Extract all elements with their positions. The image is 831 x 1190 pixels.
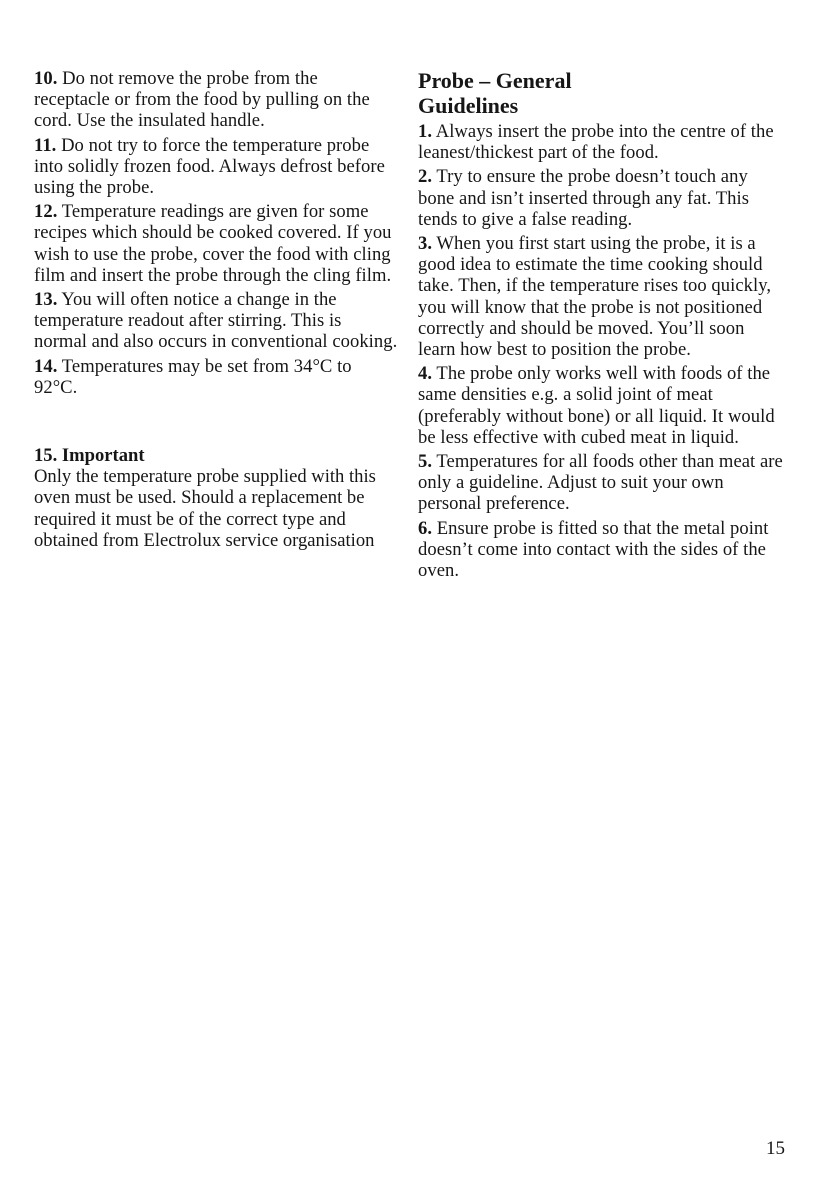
important-number: 15. bbox=[34, 445, 58, 467]
section-heading bbox=[418, 68, 786, 118]
important-heading bbox=[34, 445, 398, 466]
heading-line-1: Probe – General bbox=[418, 68, 572, 93]
item-number: 11. bbox=[34, 134, 57, 156]
item-number: 12. bbox=[34, 201, 58, 223]
important-title: Important bbox=[61, 445, 145, 467]
item-number: 10. bbox=[34, 68, 58, 89]
item-text: Temperatures for all foods other than meat are only a guideline. Adjust to suit your own personal preference. bbox=[418, 451, 783, 515]
item-text: You will often notice a change in the temperature readout after stirring. This is normal and also occurs in conventional cooking. bbox=[34, 289, 398, 353]
list-item-1 bbox=[418, 121, 786, 163]
list-item-14 bbox=[34, 356, 398, 398]
list-item-6 bbox=[418, 518, 786, 582]
item-text: The probe only works well with foods of the same densities e.g. a solid joint of meat (preferably without bone) or all liquid. It would be less effective with cubed meat in liquid. bbox=[418, 363, 775, 448]
section-gap bbox=[34, 401, 398, 445]
list-item-13 bbox=[34, 289, 398, 353]
heading-line-2: Guidelines bbox=[418, 93, 519, 118]
item-number: 14. bbox=[34, 355, 58, 377]
list-item-12 bbox=[34, 201, 398, 286]
item-number: 6. bbox=[418, 517, 433, 539]
item-text: Ensure probe is fitted so that the metal point doesn’t come into contact with the sides of the oven. bbox=[418, 517, 769, 582]
list-item-10 bbox=[34, 68, 398, 132]
item-number: 4. bbox=[418, 363, 433, 385]
item-text: Try to ensure the probe doesn’t touch any bone and isn’t inserted through any fat. This tends to give a false reading. bbox=[418, 166, 750, 230]
list-item-2 bbox=[418, 166, 786, 230]
list-item-5 bbox=[418, 451, 786, 515]
item-text: Do not try to force the temperature probe into solidly frozen food. Always defrost before using the probe. bbox=[34, 134, 385, 199]
right-column bbox=[418, 68, 786, 584]
left-column bbox=[34, 68, 398, 551]
item-text: Always insert the probe into the centre of the leanest/thickest part of the food. bbox=[418, 121, 774, 164]
item-number: 2. bbox=[418, 166, 433, 188]
item-number: 13. bbox=[34, 289, 58, 311]
item-number: 5. bbox=[418, 451, 433, 473]
important-text: Only the temperature probe supplied with this oven must be used. Should a replacement be required it must be of the correct type and obtained from Electrolux service organisation bbox=[34, 466, 376, 551]
list-item-11 bbox=[34, 135, 398, 199]
item-text: Temperature readings are given for some recipes which should be cooked covered. If you wish to use the probe, cover the food with cling film and insert the probe through the cling film. bbox=[34, 201, 392, 286]
item-text: Do not remove the probe from the receptacle or from the food by pulling on the cord. Use the insulated handle. bbox=[34, 68, 370, 132]
list-item-3 bbox=[418, 233, 786, 360]
page-number: 15 bbox=[766, 1138, 785, 1159]
item-text: Temperatures may be set from 34°C to 92°C. bbox=[34, 355, 352, 398]
item-text: When you first start using the probe, it is a good idea to estimate the time cooking should take. Then, if the temperature rises too quickly, you will know that the probe is not positioned correctly and should be moved. You’ll soon learn how best to position the probe. bbox=[418, 233, 772, 361]
list-item-4 bbox=[418, 363, 786, 448]
item-number: 1. bbox=[418, 121, 433, 142]
item-number: 3. bbox=[418, 233, 433, 255]
